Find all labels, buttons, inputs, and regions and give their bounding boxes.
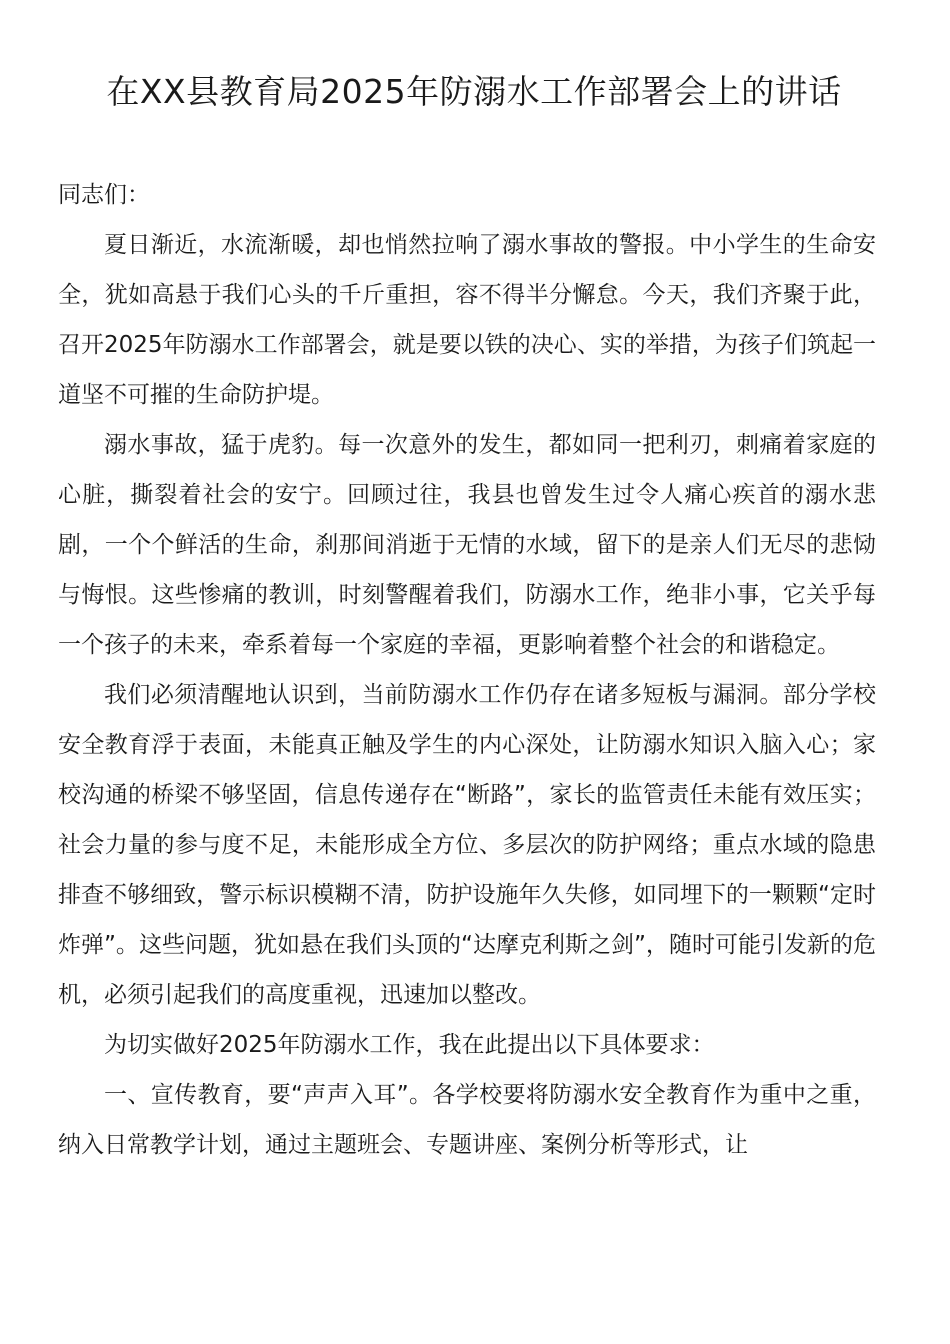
paragraph-4: 为切实做好2025年防溺水工作，我在此提出以下具体要求： <box>104 1032 715 1058</box>
document-title: 在XX县教育局2025年防溺水工作部署会上的讲话 <box>106 72 842 111</box>
paragraph-5: 一、宣传教育，要“声声入耳”。各学校要将防溺水安全教育作为重中之重，纳入日常教学计划，通过主题班会、专题讲座、案例分析等形式，让 <box>58 1082 876 1158</box>
paragraph-2: 溺水事故，猛于虎豹。每一次意外的发生，都如同一把利刃，刺痛着家庭的心脏，撕裂着社会的安宁。回顾过往，我县也曾发生过令人痛心疾首的溺水悲剧，一个个鲜活的生命，刹那间消逝于无情的水域，留下的是亲人们无尽的悲恸与悔恨。这些惨痛的教训，时刻警醒着我们，防溺水工作，绝非小事，它关乎每一个孩子的未来，牵系着每一个家庭的幸福，更影响着整个社会的和谐稳定。 <box>58 432 876 658</box>
paragraph-3: 我们必须清醒地认识到，当前防溺水工作仍存在诸多短板与漏洞。部分学校安全教育浮于表面，未能真正触及学生的内心深处，让防溺水知识入脑入心；家校沟通的桥梁不够坚固，信息传递存在“断路”，家长的监管责任未能有效压实；社会力量的参与度不足，未能形成全方位、多层次的防护网络；重点水域的隐患排查不够细致，警示标识模糊不清，防护设施年久失修，如同埋下的一颗颗“定时炸弹”。这些问题，犹如悬在我们头顶的“达摩克利斯之剑”，随时可能引发新的危机，必须引起我们的高度重视，迅速加以整改。 <box>58 682 876 1008</box>
paragraph-1: 夏日渐近，水流渐暖，却也悄然拉响了溺水事故的警报。中小学生的生命安全，犹如高悬于我们心头的千斤重担，容不得半分懈怠。今天，我们齐聚于此，召开2025年防溺水工作部署会，就是要以铁的决心、实的举措，为孩子们筑起一道坚不可摧的生命防护堤。 <box>58 232 876 408</box>
salutation: 同志们： <box>58 182 150 208</box>
